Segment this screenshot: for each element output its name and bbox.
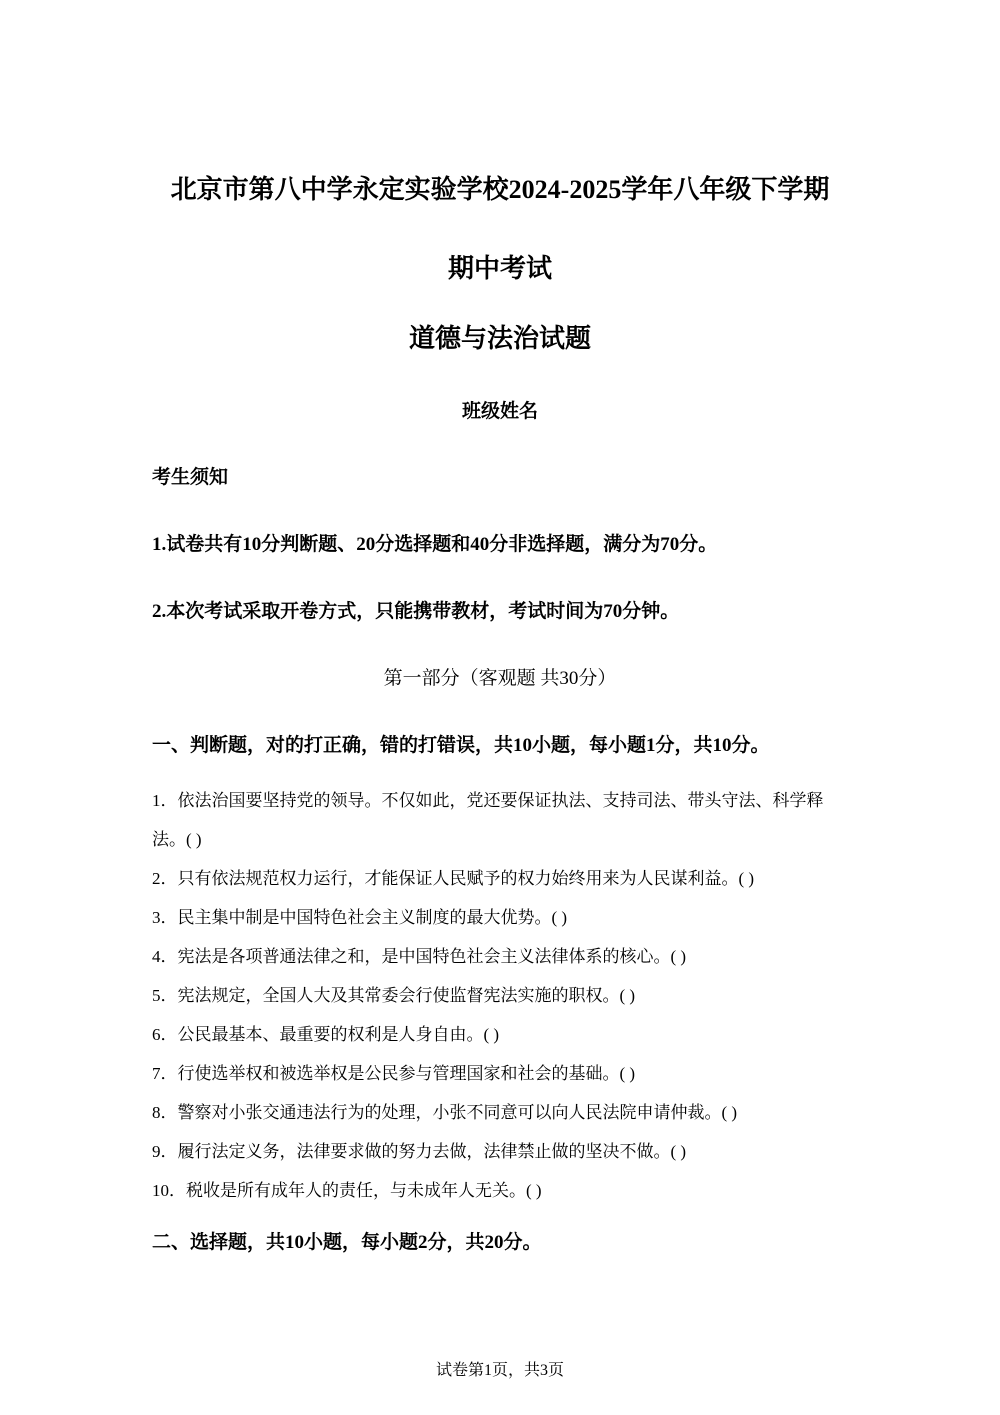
notice-heading: 考生须知 bbox=[152, 467, 229, 488]
question-line: 1．依法治国要坚持党的领导。不仅如此，党还要保证执法、支持司法、带头守法、科学释 bbox=[152, 791, 824, 810]
class-name-line: 班级姓名 bbox=[461, 401, 538, 422]
question-line: 9．履行法定义务，法律要求做的努力去做，法律禁止做的坚决不做。( ) bbox=[152, 1142, 687, 1161]
notice-item: 1.试卷共有10分判断题、20分选择题和40分非选择题，满分为70分。 bbox=[152, 534, 718, 555]
question-line: 3．民主集中制是中国特色社会主义制度的最大优势。( ) bbox=[152, 908, 568, 927]
exam-title-line-1: 北京市第八中学永定实验学校2024-2025学年八年级下学期 bbox=[170, 175, 830, 204]
section-one-heading: 一、判断题，对的打正确，错的打错误，共10小题，每小题1分，共10分。 bbox=[152, 735, 770, 756]
notice-item: 2.本次考试采取开卷方式，只能携带教材，考试时间为70分钟。 bbox=[152, 601, 680, 622]
question-line: 4．宪法是各项普通法律之和，是中国特色社会主义法律体系的核心。( ) bbox=[152, 947, 687, 966]
subject-title: 道德与法治试题 bbox=[408, 324, 591, 353]
question-line: 5．宪法规定，全国人大及其常委会行使监督宪法实施的职权。( ) bbox=[152, 986, 636, 1005]
question-line: 法。( ) bbox=[152, 830, 202, 849]
question-line: 7．行使选举权和被选举权是公民参与管理国家和社会的基础。( ) bbox=[152, 1064, 636, 1083]
page-footer: 试卷第1页，共3页 bbox=[435, 1362, 564, 1379]
exam-title-line-2: 期中考试 bbox=[447, 254, 552, 283]
section-two-heading: 二、选择题，共10小题，每小题2分，共20分。 bbox=[152, 1232, 542, 1253]
part-one-heading: 第一部分（客观题 共30分） bbox=[383, 668, 617, 689]
question-line: 2．只有依法规范权力运行，才能保证人民赋予的权力始终用来为人民谋利益。( ) bbox=[152, 869, 755, 888]
question-line: 10．税收是所有成年人的责任，与未成年人无关。( ) bbox=[152, 1181, 542, 1200]
question-line: 6．公民最基本、最重要的权利是人身自由。( ) bbox=[152, 1025, 500, 1044]
question-line: 8．警察对小张交通违法行为的处理，小张不同意可以向人民法院申请仲裁。( ) bbox=[152, 1103, 738, 1122]
